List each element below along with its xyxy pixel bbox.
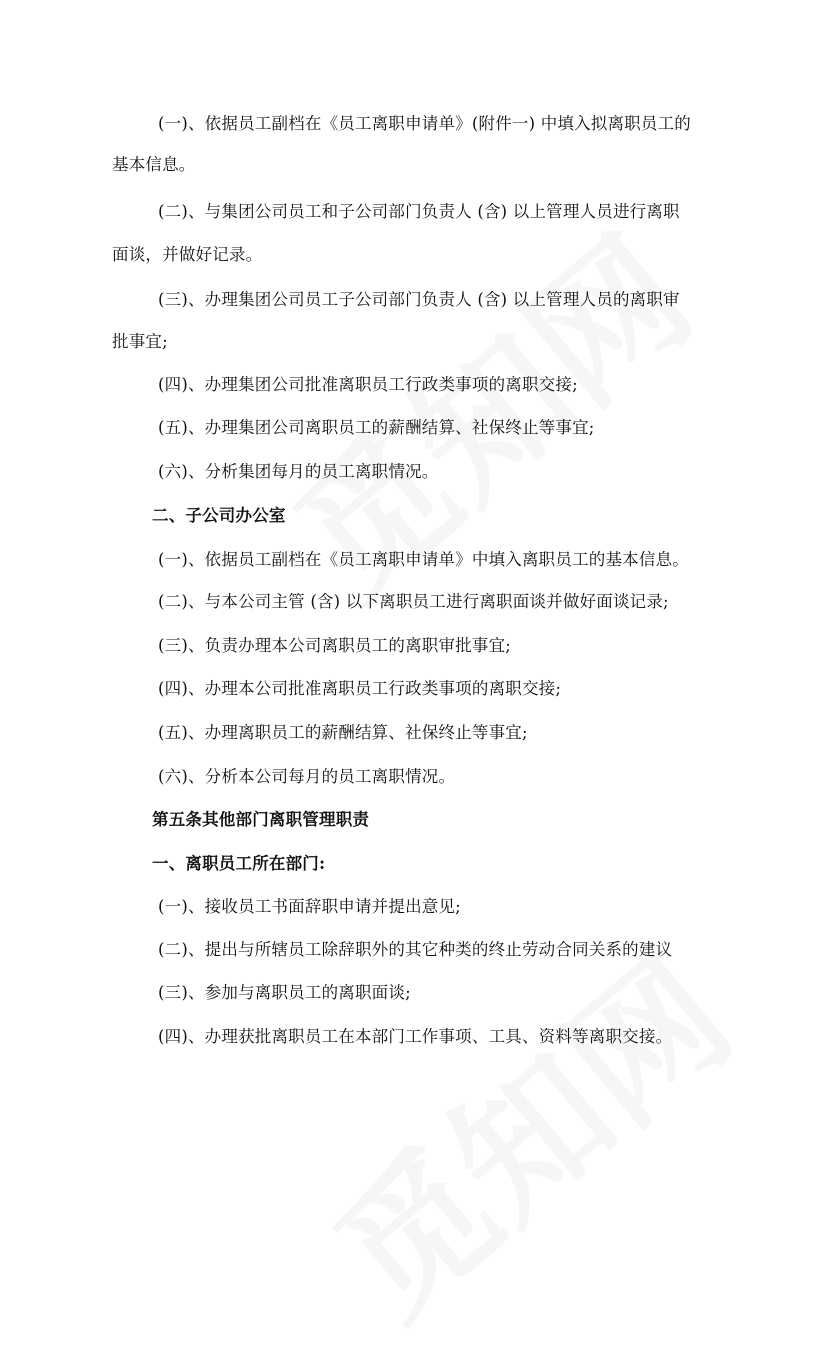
article-heading: 第五条其他部门离职管理职责 [152, 810, 370, 829]
watermark [283, 901, 767, 1355]
list-item: (五)、办理离职员工的薪酬结算、社保终止等事宜; [158, 723, 528, 742]
paragraph-line: 面谈，并做好记录。 [112, 245, 263, 264]
paragraph-line: (一)、依据员工副档在《员工离职申请单》(附件一) 中填入拟离职员工的 [158, 114, 691, 133]
paragraph-line: (五)、办理集团公司离职员工的薪酬结算、社保终止等事宜; [158, 418, 595, 437]
paragraph-line: (四)、办理集团公司批准离职员工行政类事项的离职交接; [158, 375, 578, 394]
section-heading: 二、子公司办公室 [152, 506, 286, 525]
list-item: (二)、提出与所辖员工除辞职外的其它种类的终止劳动合同关系的建议 [158, 940, 673, 959]
paragraph-line: 基本信息。 [112, 155, 196, 174]
paragraph-line: 批事宜; [112, 332, 168, 351]
list-item: (六)、分析本公司每月的员工离职情况。 [158, 767, 456, 786]
paragraph-line: (二)、与集团公司员工和子公司部门负责人 (含) 以上管理人员进行离职 [158, 202, 680, 221]
section-heading: 一、离职员工所在部门: [152, 854, 326, 873]
list-item: (四)、办理本公司批准离职员工行政类事项的离职交接; [158, 679, 562, 698]
list-item: (三)、参加与离职员工的离职面谈; [158, 983, 411, 1002]
paragraph-line: (三)、办理集团公司员工子公司部门负责人 (含) 以上管理人员的离职审 [158, 290, 680, 309]
list-item: (四)、办理获批离职员工在本部门工作事项、工具、资料等离职交接。 [158, 1027, 673, 1046]
paragraph-line: (六)、分析集团每月的员工离职情况。 [158, 462, 439, 481]
list-item: (二)、与本公司主管 (含) 以下离职员工进行离职面谈并做好面谈记录; [158, 592, 669, 611]
list-item: (三)、负责办理本公司离职员工的离职审批事宜; [158, 636, 512, 655]
list-item: (一)、依据员工副档在《员工离职申请单》中填入离职员工的基本信息。 [158, 550, 689, 569]
list-item: (一)、接收员工书面辞职申请并提出意见; [158, 897, 461, 916]
